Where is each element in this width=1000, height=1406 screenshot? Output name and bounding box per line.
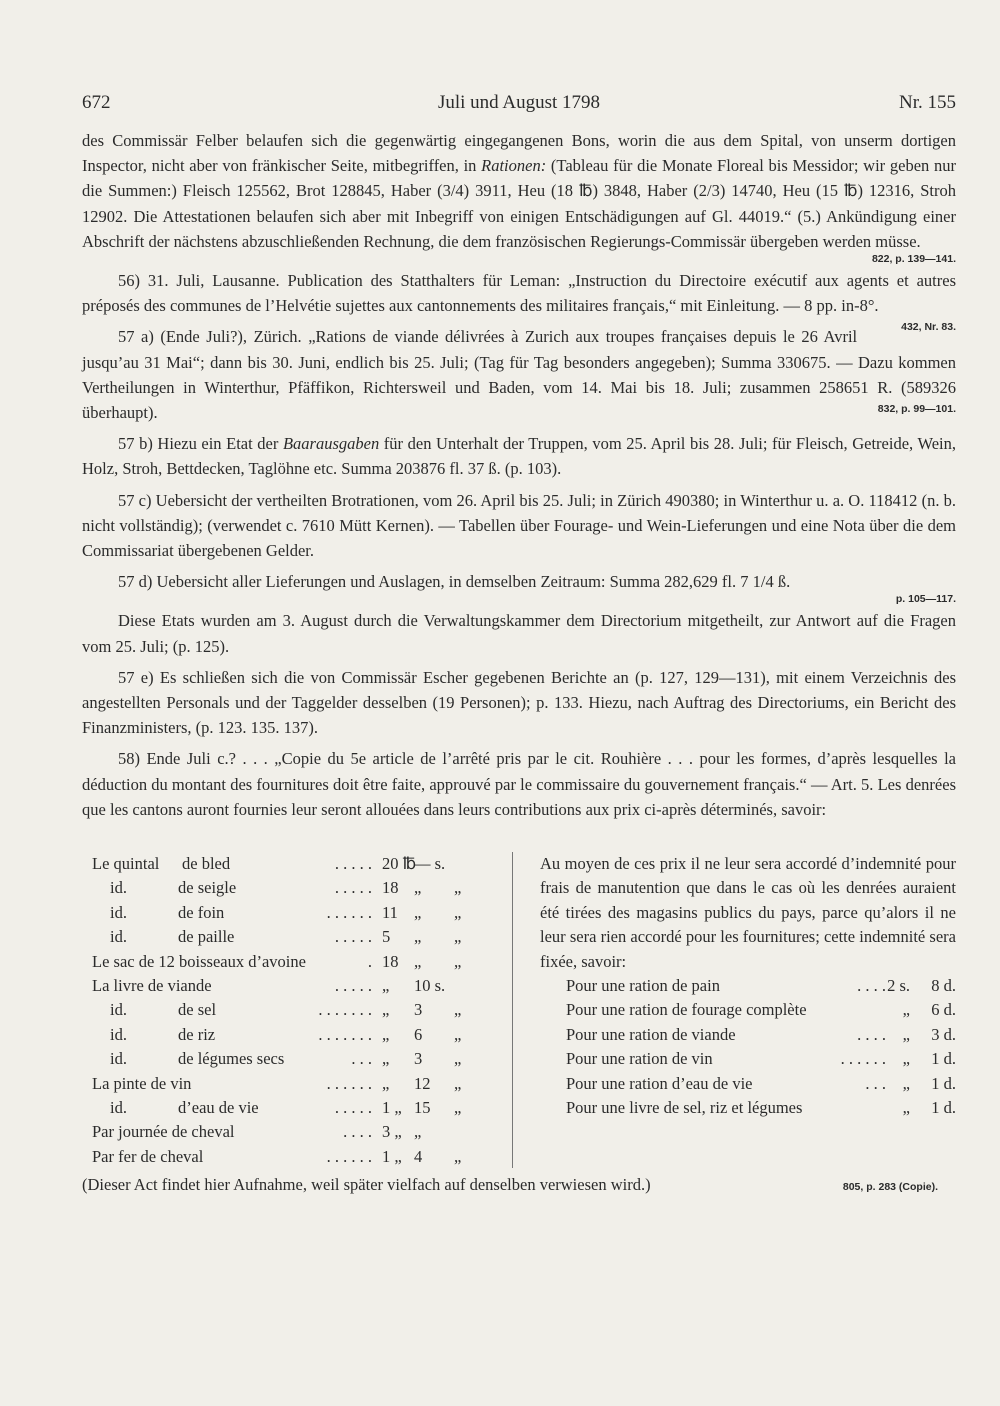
- ration-value: 6 d.: [931, 1000, 956, 1020]
- price-value: 3 „: [382, 1122, 402, 1142]
- leader-dots: .: [367, 951, 372, 971]
- column-divider: [512, 852, 513, 1168]
- price-value: 20 ℔: [382, 854, 417, 873]
- source-reference: 805, p. 283 (Copie).: [842, 1181, 938, 1193]
- leader-dots: . . . .: [343, 1122, 372, 1142]
- leader-dots: . . . . .: [334, 927, 372, 947]
- leader-dots: . . . .: [857, 976, 886, 996]
- price-value: 3: [414, 1049, 423, 1069]
- price-value: „: [414, 927, 422, 947]
- paragraph-continuation: des Commissär Felber belaufen sich die gegenwärtig eingegangenen Bons, worin die aus dem Spital, von unserm dortigen Inspector, nicht aber von fränkischer Seite, mitbegriffen, in Rationen: (Tableau für die Monate Floreal bis Messidor; wir geben nur die Summen:) Fleisch 125562, Brot 128845, Haber (3/4) 3911, Heu (18 ℔) 3848, Haber (2/3) 14740, Heu (15 ℔) 12316, Stroh 12902. Die Attestationen belaufen sich aber mit Inbegriff von einigen Entschädigungen auf Gl. 44019.“ (5.) Ankündigung einer Abschrift der nächstens abzuschließenden Rechnung, die dem französischen Regierungs-Commissär übergeben werden müsse.: [82, 131, 956, 251]
- price-value: „: [382, 975, 390, 995]
- price-value: 4: [414, 1146, 423, 1166]
- price-row: [82, 901, 502, 925]
- page-number: 672: [82, 92, 111, 113]
- ration-row: [540, 974, 956, 998]
- price-value: „: [414, 1122, 422, 1142]
- leader-dots: . . . .: [857, 1024, 886, 1044]
- price-value: „: [454, 1146, 462, 1166]
- price-value: „: [414, 902, 422, 922]
- price-value: — s.: [414, 854, 446, 873]
- entry-56: 56) 31. Juli, Lausanne. Publication des Statthalters für Leman: „Instruction du Directoire exécutif aux agents et autres préposés des communes de l’Helvétie sujettes aux cantonnements des militaires français,“ mit Einleitung. — 8 pp. in-8°. 432, Nr. 83.: [82, 268, 956, 318]
- body-text: [82, 128, 956, 822]
- entry-57b: 57 b) Hiezu ein Etat der Baarausgaben für den Unterhalt der Truppen, vom 25. April bis 28. Juli; für Fleisch, Getreide, Wein, Holz, Stroh, Bettdecken, Taglöhne etc. Summa 203876 fl. 37 ß. (p. 103).: [82, 434, 956, 479]
- price-item-label: Le sac de 12 boisseaux d’avoine: [92, 951, 306, 971]
- price-value: „: [414, 951, 422, 971]
- leader-dots: . . . . .: [334, 854, 372, 873]
- price-row: [82, 925, 502, 949]
- entry-57a: 57 a) (Ende Juli?), Zürich. „Rations de viande délivrées à Zurich aux troupes françaises depuis le 26 Avril jusqu’au 31 Mai“; dann bis 30. Juni, endlich bis 25. Juli; (Tag für Tag besonders angegeben); Summa 330675. — Dazu kommen Vertheilungen in Winterthur, Pfäffikon, Richtersweil und Baden, vom 14. Mai bis 18. Juli; zusammen 258651 R. (589326 überhaupt). 832, p. 99—101.: [82, 327, 956, 423]
- leader-dots: . . . . . . .: [318, 1000, 372, 1020]
- entry-57d: 57 d) Uebersicht aller Lieferungen und Auslagen, in demselben Zeitraum: Summa 282,629 fl. 7 1/4 ß.: [118, 572, 791, 592]
- ration-value: 1 d.: [931, 1097, 956, 1117]
- ration-label: Pour une ration de pain: [566, 976, 720, 996]
- price-item-detail: de sel: [178, 1000, 217, 1020]
- source-reference: 432, Nr. 83.: [901, 321, 956, 334]
- leader-dots: . . . . . .: [326, 1073, 372, 1093]
- ration-value: „: [902, 1049, 910, 1069]
- price-value: 18: [382, 951, 399, 971]
- price-row: [82, 974, 502, 998]
- price-item-label: Le quintal: [92, 854, 160, 873]
- price-item-label: Par journée de cheval: [92, 1122, 235, 1142]
- leader-dots: . . . . .: [334, 1097, 372, 1117]
- price-row: [82, 1072, 502, 1096]
- entry-57c: 57 c) Uebersicht der vertheilten Brotrationen, vom 26. April bis 25. Juli; in Zürich 490380; in Winterthur u. a. O. 118412 (n. b. nicht vollständig); (verwendet c. 7610 Mütt Kernen). — Tabellen über Fourage- und Wein-Lieferungen und eine Nota über die dem Commissariat übergebenen Gelder.: [82, 490, 956, 561]
- price-item-detail: de seigle: [178, 878, 237, 898]
- running-title: Juli und August 1798: [437, 92, 601, 113]
- price-item-label: id.: [110, 927, 127, 947]
- price-row: [82, 1047, 502, 1071]
- price-item-label: Par fer de cheval: [92, 1146, 204, 1166]
- price-value: 3: [414, 1000, 423, 1020]
- ration-row: [540, 1047, 956, 1071]
- price-value: 5: [382, 927, 391, 947]
- ration-row: [540, 1072, 956, 1096]
- price-value: „: [414, 878, 422, 898]
- ration-value: 2 s.: [887, 976, 910, 996]
- footer-note: [82, 1172, 956, 1197]
- price-value: „: [382, 1024, 390, 1044]
- price-value: 1 „: [382, 1146, 402, 1166]
- leader-dots: . . . . . .: [840, 1049, 886, 1069]
- ration-label: Pour une ration de fourage complète: [566, 1000, 807, 1020]
- price-value: „: [382, 1073, 390, 1093]
- ration-label: Pour une livre de sel, riz et légumes: [566, 1097, 803, 1117]
- price-item-label: id.: [110, 878, 127, 898]
- leader-dots: . . . . . .: [326, 1146, 372, 1166]
- price-value: 1 „: [382, 1097, 402, 1117]
- price-value: „: [454, 1073, 462, 1093]
- price-item-detail: de paille: [178, 927, 235, 947]
- indemnity-column: [540, 852, 956, 1120]
- ration-row: [540, 1023, 956, 1047]
- ration-label: Pour une ration d’eau de vie: [566, 1073, 753, 1093]
- source-reference: 832, p. 99—101.: [877, 403, 956, 416]
- ration-label: Pour une ration de vin: [566, 1049, 713, 1069]
- price-item-label: La livre de viande: [92, 975, 212, 995]
- price-value: „: [454, 1097, 462, 1117]
- ration-value: 1 d.: [931, 1049, 956, 1069]
- entry-57e: 57 e) Es schließen sich die von Commissär Escher gegebenen Berichte an (p. 127, 129—131), mit einem Verzeichnis des angestellten Personals und der Taggelder desselben (19 Personen); p. 133. Hiezu, nach Auftrag des Directoriums, ein Bericht des Finanzministers, (p. 123. 135. 137).: [82, 667, 956, 738]
- etats-note: Diese Etats wurden am 3. August durch die Verwaltungskammer dem Directorium mitgetheilt, zur Antwort auf die Fragen vom 25. Juli; (p. 125).: [82, 611, 956, 656]
- price-item-label: La pinte de vin: [92, 1073, 192, 1093]
- price-value: „: [454, 1024, 462, 1044]
- price-row: [82, 950, 502, 974]
- price-value: 15: [414, 1097, 431, 1117]
- ration-value: 1 d.: [931, 1073, 956, 1093]
- leader-dots: . . . . .: [334, 975, 372, 995]
- price-value: 12: [414, 1073, 431, 1093]
- price-item-detail: de légumes secs: [178, 1049, 285, 1069]
- price-item-label: id.: [110, 1000, 127, 1020]
- leader-dots: . . . . . .: [326, 902, 372, 922]
- price-item-label: id.: [110, 1097, 127, 1117]
- price-value: „: [454, 1049, 462, 1069]
- price-row: [82, 1096, 502, 1120]
- price-row: [82, 1145, 502, 1169]
- price-value: 18: [382, 878, 399, 898]
- leader-dots: . . .: [351, 1049, 372, 1069]
- price-item-label: id.: [110, 902, 127, 922]
- ration-row: [540, 1096, 956, 1120]
- ration-label: Pour une ration de viande: [566, 1024, 736, 1044]
- price-value: „: [454, 927, 462, 947]
- page-header: [82, 92, 956, 120]
- price-item-detail: de bled: [182, 854, 231, 873]
- price-item-detail: de foin: [178, 902, 225, 922]
- ration-value: „: [902, 1024, 910, 1044]
- price-row: [82, 998, 502, 1022]
- price-value: 10 s.: [414, 975, 446, 995]
- leader-dots: . . . . .: [334, 878, 372, 898]
- ration-value: „: [902, 1073, 910, 1093]
- price-table: [82, 852, 502, 1169]
- price-item-label: id.: [110, 1024, 127, 1044]
- price-item-detail: d’eau de vie: [178, 1097, 259, 1117]
- ration-value: 8 d.: [931, 976, 956, 996]
- price-row: [82, 1120, 502, 1144]
- price-item-detail: de riz: [178, 1024, 216, 1044]
- price-section: [82, 852, 956, 1182]
- source-reference: p. 105—117.: [895, 593, 956, 606]
- price-row: [82, 876, 502, 900]
- leader-dots: . . . . . . .: [318, 1024, 372, 1044]
- price-value: „: [454, 878, 462, 898]
- footer-text: (Dieser Act findet hier Aufnahme, weil später vielfach auf denselben verwiesen wird.): [82, 1175, 651, 1194]
- price-row: [82, 852, 502, 876]
- ration-value: 3 d.: [931, 1024, 956, 1044]
- price-value: 11: [382, 902, 398, 922]
- price-value: 6: [414, 1024, 423, 1044]
- price-value: „: [454, 1000, 462, 1020]
- indemnity-text: Au moyen de ces prix il ne leur sera accordé d’indemnité pour frais de manutention que dans le cas où les denrées auraient été tirées des magasins publics du pays, parce qu’alors il ne leur sera rien accordé pour les fournitures; cette indemnité sera fixée, savoir:: [540, 854, 956, 971]
- price-value: „: [454, 951, 462, 971]
- price-row: [82, 1023, 502, 1047]
- price-value: „: [454, 902, 462, 922]
- price-value: „: [382, 1049, 390, 1069]
- document-number: Nr. 155: [899, 92, 956, 113]
- source-reference: 822, p. 139—141.: [871, 253, 956, 266]
- price-item-label: id.: [110, 1049, 127, 1069]
- ration-table: [540, 974, 956, 1120]
- ration-value: „: [902, 1000, 910, 1020]
- ration-row: [540, 998, 956, 1022]
- price-value: „: [382, 1000, 390, 1020]
- entry-58: 58) Ende Juli c.? . . . „Copie du 5e article de l’arrêté pris par le cit. Rouhière . . . pour les formes, d’après lesquelles la déduction du montant des fournitures doit être faite, approuvé par le commissaire du gouvernement français.“ — Art. 5. Les denrées que les cantons auront fournies leur seront allouées dans leurs contributions aux prix ci-après déterminés, savoir:: [82, 749, 956, 819]
- ration-value: „: [902, 1097, 910, 1117]
- leader-dots: . . .: [865, 1073, 886, 1093]
